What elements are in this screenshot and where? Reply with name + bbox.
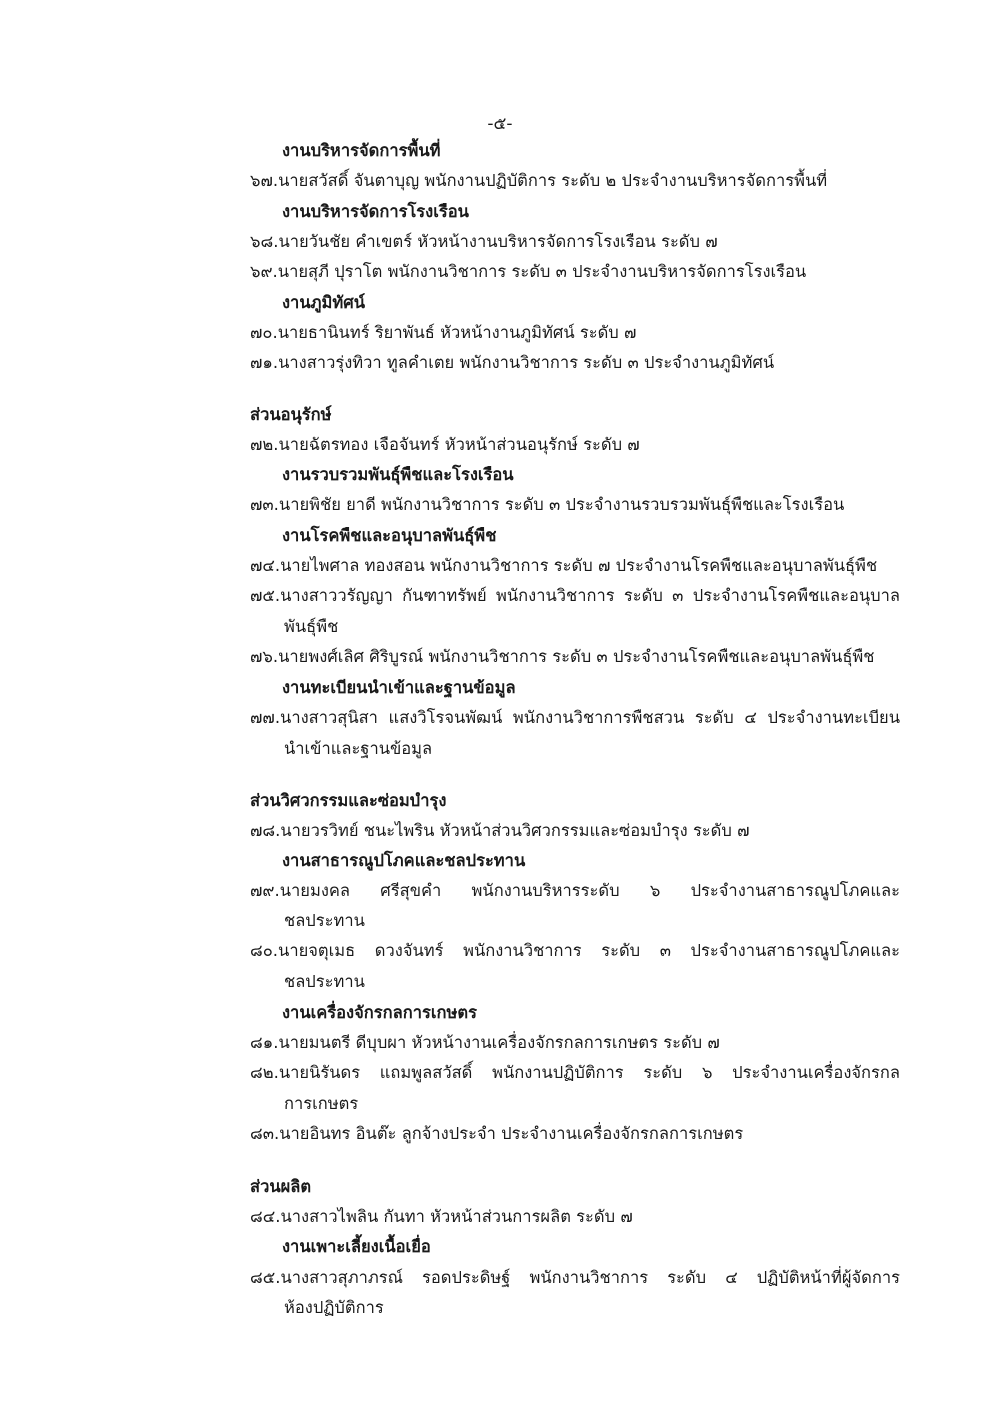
staff-entry: ๖๙.นายสุภี ปุราโต พนักงานวิชาการ ระดับ ๓ ประจำงานบริหารจัดการโรงเรือน [250, 262, 807, 281]
staff-entry: ๖๗.นายสวัสดิ์ จันตาบุญ พนักงานปฏิบัติการ ระดับ ๒ ประจำงานบริหารจัดการพื้นที่ [250, 171, 828, 190]
staff-entry: ๗๔.นายไพศาล ทองสอน พนักงานวิชาการ ระดับ ๗ ประจำงานโรคพืชและอนุบาลพันธุ์พืช [250, 556, 878, 575]
staff-entry-continuation: นำเข้าและฐานข้อมูล [284, 739, 433, 758]
staff-entry-continuation: การเกษตร [284, 1094, 359, 1113]
section-heading: ส่วนอนุรักษ์ [250, 405, 332, 424]
unit-heading: งานทะเบียนนำเข้าและฐานข้อมูล [282, 678, 516, 697]
section-heading: ส่วนผลิต [250, 1177, 312, 1196]
unit-heading: งานบริหารจัดการโรงเรือน [282, 202, 469, 221]
staff-entry: ๘๓.นายอินทร อินต๊ะ ลูกจ้างประจำ ประจำงานเครื่องจักรกลการเกษตร [250, 1124, 744, 1143]
staff-entry-continuation: ชลประทาน [284, 911, 365, 930]
staff-entry: ๗๒.นายฉัตรทอง เจือจันทร์ หัวหน้าส่วนอนุรักษ์ ระดับ ๗ [250, 435, 640, 454]
staff-entry-continuation: ชลประทาน [284, 972, 365, 991]
staff-entry: ๗๙.นายมงคล ศรีสุขคำ พนักงานบริหารระดับ ๖ ประจำงานสาธารณูปโภคและ [250, 881, 900, 900]
unit-heading: งานรวบรวมพันธุ์พืชและโรงเรือน [282, 465, 514, 484]
staff-entry: ๗๓.นายพิชัย ยาดี พนักงานวิชาการ ระดับ ๓ ประจำงานรวบรวมพันธุ์พืชและโรงเรือน [250, 495, 845, 514]
staff-entry: ๗๕.นางสาววรัญญา กันฑาทรัพย์ พนักงานวิชาการ ระดับ ๓ ประจำงานโรคพืชและอนุบาล [250, 586, 900, 605]
unit-heading: งานเครื่องจักรกลการเกษตร [282, 1003, 477, 1022]
staff-entry: ๘๕.นางสาวสุภาภรณ์ รอดประดิษฐ์ พนักงานวิชาการ ระดับ ๔ ปฏิบัติหน้าที่ผู้จัดการ [250, 1268, 900, 1287]
unit-heading: งานโรคพืชและอนุบาลพันธุ์พืช [282, 526, 497, 545]
staff-entry: ๗๖.นายพงศ์เลิศ ศิริบูรณ์ พนักงานวิชาการ ระดับ ๓ ประจำงานโรคพืชและอนุบาลพันธุ์พืช [250, 647, 875, 666]
staff-entry: ๘๔.นางสาวไพลิน กันทา หัวหน้าส่วนการผลิต ระดับ ๗ [250, 1207, 633, 1226]
unit-heading: งานบริหารจัดการพื้นที่ [282, 141, 441, 160]
page-number: -๕- [487, 114, 513, 134]
staff-entry: ๗๐.นายธานินทร์ ริยาพันธ์ หัวหน้างานภูมิทัศน์ ระดับ ๗ [250, 323, 637, 342]
unit-heading: งานสาธารณูปโภคและชลประทาน [282, 851, 526, 870]
staff-entry: ๗๘.นายวรวิทย์ ชนะไพริน หัวหน้าส่วนวิศวกรรมและซ่อมบำรุง ระดับ ๗ [250, 821, 750, 840]
staff-entry-continuation: พันธุ์พืช [284, 617, 339, 636]
staff-entry: ๘๑.นายมนตรี ดีบุบผา หัวหน้างานเครื่องจักรกลการเกษตร ระดับ ๗ [250, 1033, 720, 1052]
section-heading: ส่วนวิศวกรรมและซ่อมบำรุง [250, 791, 447, 810]
staff-entry: ๖๘.นายวันชัย คำเขตร์ หัวหน้างานบริหารจัดการโรงเรือน ระดับ ๗ [250, 232, 718, 251]
staff-entry: ๗๗.นางสาวสุนิสา แสงวิโรจนพัฒน์ พนักงานวิชาการพืชสวน ระดับ ๔ ประจำงานทะเบียน [250, 708, 900, 727]
staff-entry-continuation: ห้องปฏิบัติการ [284, 1298, 384, 1317]
unit-heading: งานภูมิทัศน์ [282, 293, 365, 312]
staff-entry: ๗๑.นางสาวรุ่งทิวา ทูลคำเตย พนักงานวิชาการ ระดับ ๓ ประจำงานภูมิทัศน์ [250, 353, 775, 372]
staff-entry: ๘๐.นายจตุเมธ ดวงจันทร์ พนักงานวิชาการ ระดับ ๓ ประจำงานสาธารณูปโภคและ [250, 941, 900, 960]
unit-heading: งานเพาะเลี้ยงเนื้อเยื่อ [282, 1237, 431, 1256]
staff-entry: ๘๒.นายนิรันดร แถมพูลสวัสดิ์ พนักงานปฏิบัติการ ระดับ ๖ ประจำงานเครื่องจักรกล [250, 1063, 900, 1082]
